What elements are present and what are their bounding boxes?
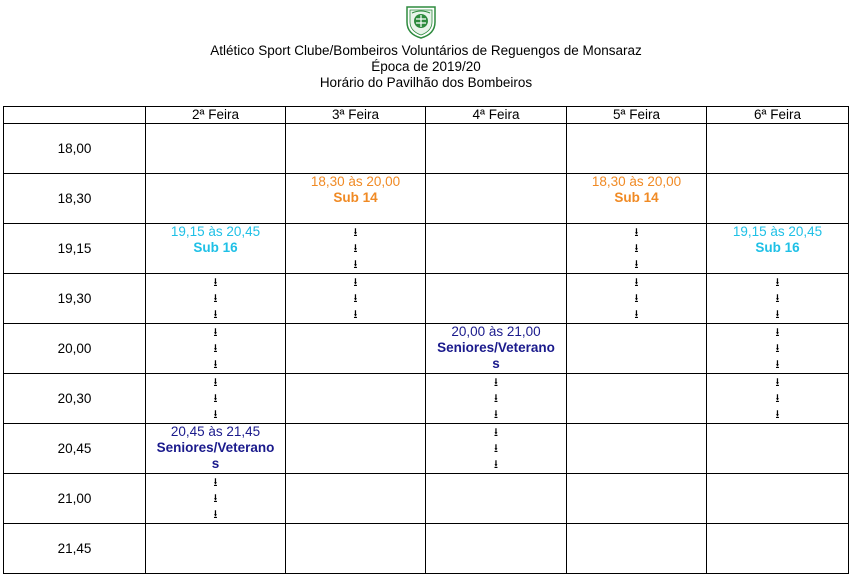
time-cell: 20,30: [4, 374, 146, 424]
continue-arrow-icon: ⭳: [493, 391, 499, 405]
schedule-cell: [567, 274, 707, 324]
season-label: Época de 2019/20: [371, 59, 481, 74]
continue-arrow-icon: ⭳: [213, 325, 218, 339]
schedule-cell: [146, 474, 286, 524]
schedule-title: Horário do Pavilhão dos Bombeiros: [319, 75, 533, 90]
continue-arrow-icon: ⭳: [493, 441, 499, 455]
table-header-row: [4, 107, 849, 124]
schedule-table: [3, 106, 849, 574]
continue-arrow-icon: ⭳: [775, 407, 780, 421]
continue-arrow-icon: ⭳: [775, 391, 780, 405]
session-group: Seniores/Veterano: [437, 340, 555, 355]
club-logo: [404, 4, 438, 40]
table-row: [4, 524, 849, 574]
schedule-cell: [286, 224, 426, 274]
continue-arrow-icon: ⭳: [493, 457, 499, 471]
schedule-cell: [567, 174, 707, 224]
schedule-cell: [286, 324, 426, 374]
schedule-cell: [426, 374, 567, 424]
schedule-cell: [146, 274, 286, 324]
session-group-wrap: s: [492, 356, 500, 371]
continue-arrow-icon: ⭳: [213, 275, 218, 289]
session-group: Seniores/Veterano: [156, 440, 275, 455]
day-header: 4ª Feira: [426, 107, 567, 124]
continue-arrow-icon: ⭳: [775, 275, 780, 289]
continue-arrow-icon: ⭳: [634, 275, 639, 289]
schedule-cell: [286, 174, 426, 224]
session-time: 18,30 às 20,00: [591, 174, 682, 189]
schedule-cell: [567, 524, 707, 574]
schedule-cell: [146, 174, 286, 224]
continue-arrow-icon: ⭳: [353, 241, 358, 255]
schedule-cell: [426, 524, 567, 574]
continue-arrow-icon: ⭳: [213, 475, 218, 489]
time-cell: 18,30: [4, 174, 146, 224]
continue-arrow-icon: ⭳: [775, 291, 780, 305]
continue-arrow-icon: ⭳: [634, 291, 639, 305]
continue-arrow-icon: ⭳: [213, 357, 218, 371]
day-header: 6ª Feira: [707, 107, 849, 124]
continue-arrow-icon: ⭳: [634, 225, 639, 239]
table-row: [4, 324, 849, 374]
time-cell: 21,45: [4, 524, 146, 574]
schedule-cell: [707, 224, 849, 274]
table-row: [4, 474, 849, 524]
table-row: [4, 224, 849, 274]
schedule-cell: [567, 474, 707, 524]
schedule-cell: [286, 424, 426, 474]
schedule-cell: [426, 174, 567, 224]
session-group-wrap: s: [211, 456, 220, 471]
schedule-cell: [426, 224, 567, 274]
document-header: [0, 43, 852, 91]
session-group: Sub 16: [193, 240, 238, 255]
table-row: [4, 274, 849, 324]
session-group: Sub 16: [755, 240, 800, 255]
continue-arrow-icon: ⭳: [493, 407, 499, 421]
schedule-cell: [286, 374, 426, 424]
time-cell: 19,30: [4, 274, 146, 324]
continue-arrow-icon: ⭳: [353, 275, 358, 289]
time-cell: 20,45: [4, 424, 146, 474]
schedule-cell: [707, 274, 849, 324]
continue-arrow-icon: ⭳: [634, 257, 639, 271]
continue-arrow-icon: ⭳: [213, 507, 218, 521]
continue-arrow-icon: ⭳: [213, 307, 218, 321]
continue-arrow-icon: ⭳: [353, 307, 358, 321]
schedule-cell: [286, 474, 426, 524]
schedule-cell: [146, 324, 286, 374]
schedule-cell: [707, 374, 849, 424]
session-time: 19,15 às 20,45: [170, 224, 261, 239]
schedule-cell: [426, 124, 567, 174]
continue-arrow-icon: ⭳: [775, 357, 780, 371]
schedule-cell: [567, 324, 707, 374]
schedule-cell: [146, 524, 286, 574]
time-cell: 20,00: [4, 324, 146, 374]
day-header: 5ª Feira: [567, 107, 707, 124]
schedule-cell: [567, 424, 707, 474]
time-cell: 18,00: [4, 124, 146, 174]
continue-arrow-icon: ⭳: [775, 325, 780, 339]
day-header: 3ª Feira: [286, 107, 426, 124]
schedule-cell: [707, 174, 849, 224]
table-row: [4, 424, 849, 474]
schedule-cell: [567, 124, 707, 174]
schedule-cell: [707, 124, 849, 174]
table-row: [4, 174, 849, 224]
continue-arrow-icon: ⭳: [213, 375, 218, 389]
continue-arrow-icon: ⭳: [213, 391, 218, 405]
schedule-cell: [707, 524, 849, 574]
corner-cell: [4, 107, 146, 124]
continue-arrow-icon: ⭳: [353, 257, 358, 271]
continue-arrow-icon: ⭳: [634, 307, 639, 321]
schedule-cell: [146, 424, 286, 474]
schedule-cell: [707, 474, 849, 524]
continue-arrow-icon: ⭳: [634, 241, 639, 255]
day-header: 2ª Feira: [146, 107, 286, 124]
time-cell: 19,15: [4, 224, 146, 274]
continue-arrow-icon: ⭳: [213, 291, 218, 305]
session-time: 19,15 às 20,45: [732, 224, 823, 239]
table-row: [4, 124, 849, 174]
schedule-cell: [426, 274, 567, 324]
schedule-cell: [426, 474, 567, 524]
shield-icon: [404, 4, 438, 40]
session-time: 18,30 às 20,00: [310, 174, 401, 189]
continue-arrow-icon: ⭳: [493, 425, 499, 439]
session-group: Sub 14: [333, 190, 378, 205]
schedule-cell: [146, 374, 286, 424]
club-name: Atlético Sport Clube/Bombeiros Voluntários de Reguengos de Monsaraz: [210, 43, 642, 58]
session-time: 20,45 às 21,45: [170, 424, 261, 439]
continue-arrow-icon: ⭳: [353, 225, 358, 239]
continue-arrow-icon: ⭳: [213, 407, 218, 421]
schedule-cell: [286, 524, 426, 574]
schedule-cell: [707, 424, 849, 474]
continue-arrow-icon: ⭳: [493, 375, 499, 389]
time-cell: 21,00: [4, 474, 146, 524]
continue-arrow-icon: ⭳: [775, 341, 780, 355]
schedule-cell: [286, 124, 426, 174]
continue-arrow-icon: ⭳: [213, 491, 218, 505]
table-row: [4, 374, 849, 424]
schedule-cell: [426, 424, 567, 474]
session-time: 20,00 às 21,00: [451, 324, 541, 339]
continue-arrow-icon: ⭳: [353, 291, 358, 305]
schedule-cell: [567, 374, 707, 424]
continue-arrow-icon: ⭳: [775, 307, 780, 321]
schedule-cell: [146, 124, 286, 174]
continue-arrow-icon: ⭳: [213, 341, 218, 355]
schedule-cell: [567, 224, 707, 274]
schedule-cell: [426, 324, 567, 374]
schedule-cell: [146, 224, 286, 274]
schedule-cell: [286, 274, 426, 324]
continue-arrow-icon: ⭳: [775, 375, 780, 389]
session-group: Sub 14: [614, 190, 659, 205]
schedule-cell: [707, 324, 849, 374]
